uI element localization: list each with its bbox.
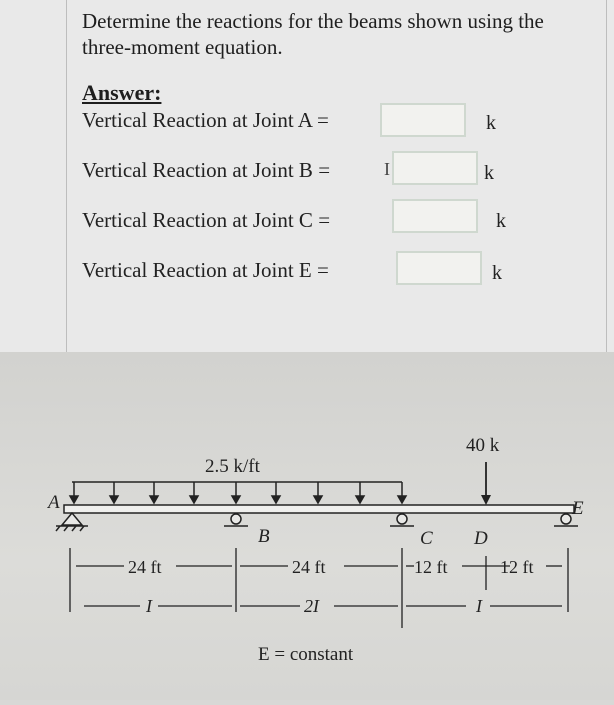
support-b-icon	[224, 514, 248, 526]
reaction-e-unit: k	[492, 262, 502, 284]
panel-border-right	[606, 0, 607, 352]
reaction-b-unit: k	[484, 162, 494, 184]
beam-figure-panel	[0, 352, 614, 700]
distributed-load-label: 2.5 k/ft	[205, 456, 260, 477]
reaction-a-unit: k	[486, 112, 496, 134]
question-text: Determine the reactions for the beams shown using the three-moment equation.	[82, 9, 544, 59]
support-a-icon	[56, 513, 88, 531]
reaction-e-label: Vertical Reaction at Joint E =	[82, 258, 329, 282]
point-load-label: 40 k	[466, 435, 500, 456]
reaction-c-label: Vertical Reaction at Joint C =	[82, 208, 331, 232]
reaction-a-label: Vertical Reaction at Joint A =	[82, 108, 329, 132]
joint-d-label: D	[474, 528, 488, 549]
joint-e-label: E	[572, 498, 584, 519]
inertia-bc-label: 2I	[304, 596, 319, 616]
span-bc-length: 24 ft	[292, 557, 326, 577]
reaction-b-label: Vertical Reaction at Joint B =	[82, 158, 331, 182]
reaction-c-unit: k	[496, 210, 506, 232]
panel-border-left	[66, 0, 67, 352]
span-cd-length: 12 ft	[414, 557, 448, 577]
span-de-length: 12 ft	[500, 557, 534, 577]
reaction-e-input[interactable]	[396, 251, 482, 285]
distributed-load-arrows	[70, 482, 406, 503]
text-cursor-icon: I	[384, 159, 390, 179]
question-panel	[0, 0, 614, 352]
reaction-a-input[interactable]	[380, 103, 466, 137]
span-ab-length: 24 ft	[128, 557, 162, 577]
joint-a-label: A	[48, 492, 60, 513]
reaction-b-input[interactable]	[392, 151, 478, 185]
answer-heading: Answer:	[82, 80, 162, 105]
reaction-c-input[interactable]	[392, 199, 478, 233]
joint-c-label: C	[420, 528, 433, 549]
inertia-ab-label: I	[146, 596, 152, 616]
support-c-icon	[390, 514, 414, 526]
beam-diagram	[0, 352, 614, 700]
beam	[64, 505, 574, 513]
joint-b-label: B	[258, 526, 270, 547]
inertia-ce-label: I	[476, 596, 482, 616]
point-load-arrowhead	[481, 495, 491, 505]
elastic-modulus-note: E = constant	[258, 644, 354, 665]
